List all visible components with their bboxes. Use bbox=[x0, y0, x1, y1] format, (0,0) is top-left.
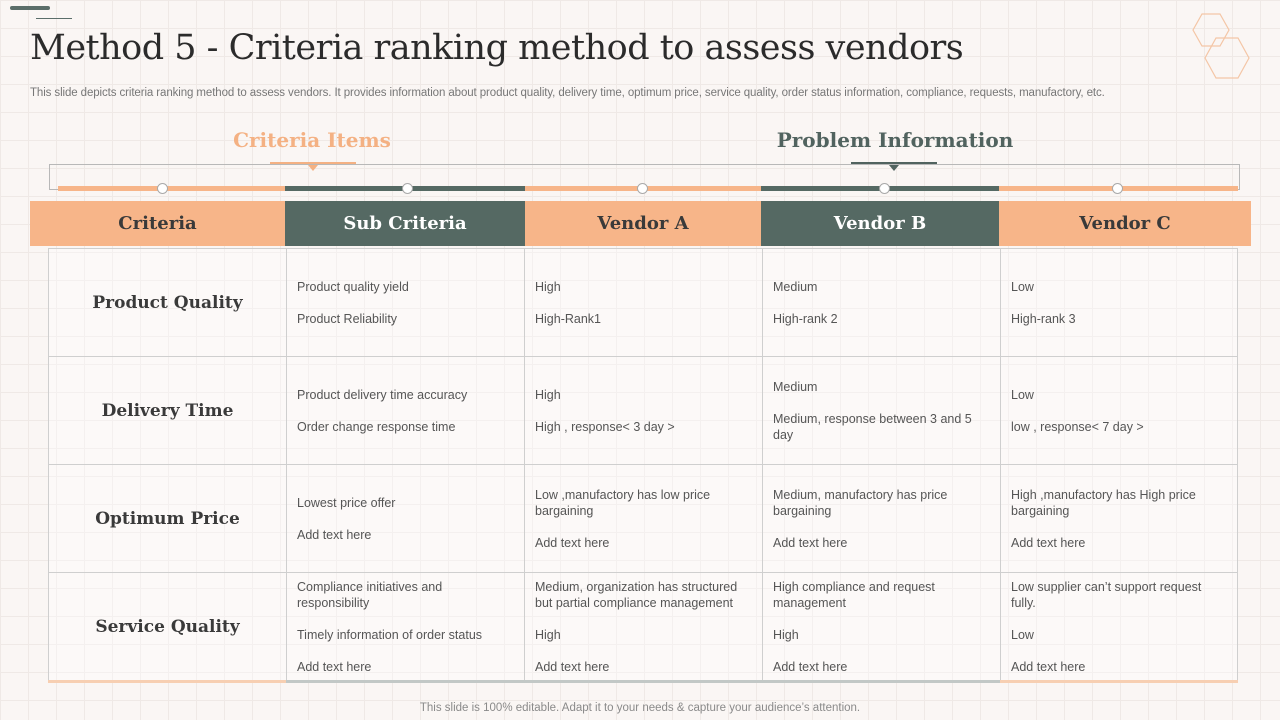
cell-line: Add text here bbox=[297, 660, 372, 674]
cell-line: High bbox=[535, 628, 561, 642]
cell-line: Medium bbox=[773, 380, 818, 394]
cell-line: High compliance and request management bbox=[773, 580, 935, 610]
vendor-c-cell bbox=[1001, 465, 1237, 573]
vendor-a-cell bbox=[525, 465, 763, 573]
cell-line: Medium, organization has structured but partial compliance management bbox=[535, 580, 738, 610]
cell-line: Low bbox=[1011, 388, 1034, 402]
timeline-dot-icon bbox=[157, 183, 168, 194]
hexagon-decoration-icon bbox=[1182, 12, 1262, 88]
cell-line: High , response< 3 day > bbox=[535, 420, 675, 434]
cell-line: Product quality yield bbox=[297, 280, 409, 294]
cell-line: Product delivery time accuracy bbox=[297, 388, 468, 402]
header-criteria: Criteria bbox=[30, 201, 285, 246]
cell-line: High bbox=[535, 388, 561, 402]
table-row bbox=[49, 465, 1237, 573]
cell-line: High ,manufactory has High price bargaining bbox=[1011, 488, 1196, 518]
cell-line: Low bbox=[1011, 280, 1034, 294]
vendor-b-cell bbox=[763, 357, 1001, 465]
sub-criteria-cell bbox=[287, 465, 525, 573]
vendor-c-cell bbox=[1001, 249, 1237, 357]
cell-line: High-rank 2 bbox=[773, 312, 838, 326]
corner-accent-line bbox=[36, 18, 72, 19]
timeline-dot-icon bbox=[879, 183, 890, 194]
cell-line: Medium, response between 3 and 5 day bbox=[773, 412, 972, 442]
timeline-dot-icon bbox=[1112, 183, 1123, 194]
sub-criteria-cell bbox=[287, 249, 525, 357]
cell-line: Add text here bbox=[1011, 536, 1086, 550]
timeline-segment-criteria bbox=[58, 186, 285, 191]
cell-line: Order change response time bbox=[297, 420, 456, 434]
cell-line: High bbox=[535, 280, 561, 294]
cell-line: Add text here bbox=[297, 528, 372, 542]
vendor-b-cell bbox=[763, 249, 1001, 357]
table-row bbox=[49, 357, 1237, 465]
cell-line: High-rank 3 bbox=[1011, 312, 1076, 326]
corner-accent-bar bbox=[10, 6, 50, 10]
header-vendor-a: Vendor A bbox=[525, 201, 761, 246]
criteria-cell: Service Quality bbox=[49, 573, 287, 681]
table-bottom-accent bbox=[48, 680, 1238, 683]
header-sub-criteria: Sub Criteria bbox=[285, 201, 525, 246]
cell-line: Medium bbox=[773, 280, 818, 294]
vendor-c-cell bbox=[1001, 357, 1237, 465]
cell-line: Product Reliability bbox=[297, 312, 398, 326]
cell-line: Add text here bbox=[535, 536, 610, 550]
cell-line: Add text here bbox=[773, 536, 848, 550]
cell-line: Low bbox=[1011, 628, 1034, 642]
cell-line: Lowest price offer bbox=[297, 496, 396, 510]
cell-line: High bbox=[773, 628, 799, 642]
group-label-problem-information: Problem Information bbox=[776, 128, 1014, 152]
cell-line: Compliance initiatives and responsibility bbox=[297, 580, 443, 610]
cell-line: Add text here bbox=[1011, 660, 1086, 674]
table-header-row bbox=[30, 201, 1251, 246]
timeline-dot-icon bbox=[637, 183, 648, 194]
footer-note: This slide is 100% editable. Adapt it to your needs & capture your audience’s attention. bbox=[419, 702, 861, 714]
timeline-dot-icon bbox=[402, 183, 413, 194]
criteria-cell: Delivery Time bbox=[49, 357, 287, 465]
header-vendor-c: Vendor C bbox=[999, 201, 1251, 246]
vendor-a-cell bbox=[525, 249, 763, 357]
vendor-a-cell bbox=[525, 573, 763, 681]
cell-line: Timely information of order status bbox=[297, 628, 483, 642]
criteria-cell: Optimum Price bbox=[49, 465, 287, 573]
group-label-criteria-items: Criteria Items bbox=[233, 128, 391, 152]
vendor-b-cell bbox=[763, 573, 1001, 681]
page-title: Method 5 - Criteria ranking method to assess vendors bbox=[30, 28, 964, 68]
sub-criteria-cell bbox=[287, 357, 525, 465]
cell-line: High-Rank1 bbox=[535, 312, 602, 326]
cell-line: low , response< 7 day > bbox=[1011, 420, 1144, 434]
vendor-c-cell bbox=[1001, 573, 1237, 681]
vendor-a-cell bbox=[525, 357, 763, 465]
criteria-table bbox=[48, 248, 1238, 681]
cell-line: Medium, manufactory has price bargaining bbox=[773, 488, 948, 518]
cell-line: Low ,manufactory has low price bargaining bbox=[535, 488, 711, 518]
cell-line: Add text here bbox=[535, 660, 610, 674]
page-subtitle: This slide depicts criteria ranking method to assess vendors. It provides information about product quality, delivery time, optimum price, service quality, order status information, compliance, requests, manufactory, etc. bbox=[30, 87, 1105, 99]
cell-line: Add text here bbox=[773, 660, 848, 674]
table-row bbox=[49, 249, 1237, 357]
vendor-b-cell bbox=[763, 465, 1001, 573]
header-vendor-b: Vendor B bbox=[761, 201, 999, 246]
criteria-cell: Product Quality bbox=[49, 249, 287, 357]
sub-criteria-cell bbox=[287, 573, 525, 681]
cell-line: Low supplier can’t support request fully. bbox=[1011, 580, 1202, 610]
table-row bbox=[49, 573, 1237, 681]
